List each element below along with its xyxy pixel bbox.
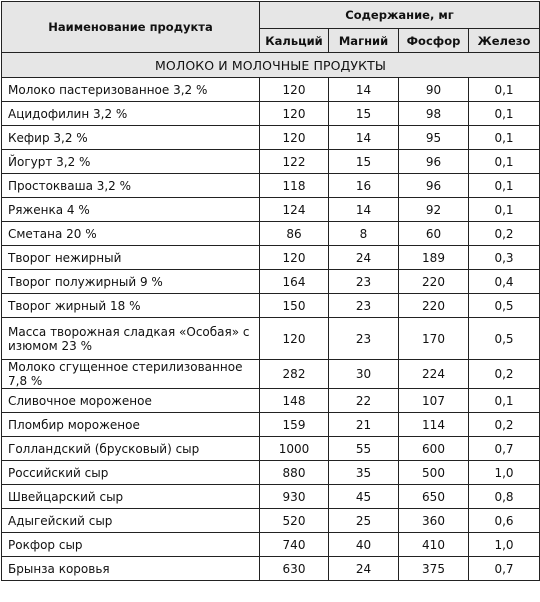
nutrition-table (1, 1, 540, 581)
magnesium-cell: 35 (329, 461, 399, 485)
phosphorus-header: Фосфор (399, 29, 469, 53)
table-row (2, 557, 540, 581)
magnesium-header: Магний (329, 29, 399, 53)
iron-header: Железо (469, 29, 540, 53)
iron-cell: 0,1 (469, 150, 540, 174)
phosphorus-cell: 600 (399, 437, 469, 461)
magnesium-cell: 55 (329, 437, 399, 461)
iron-cell: 0,1 (469, 174, 540, 198)
phosphorus-cell: 410 (399, 533, 469, 557)
product-name-cell: Рокфор сыр (2, 533, 260, 557)
table-row (2, 360, 540, 389)
calcium-cell: 122 (260, 150, 329, 174)
table-row (2, 150, 540, 174)
product-name-cell: Российский сыр (2, 461, 260, 485)
calcium-header: Кальций (260, 29, 329, 53)
table-row (2, 78, 540, 102)
product-name-cell: Творог полужирный 9 % (2, 270, 260, 294)
product-name-cell: Творог нежирный (2, 246, 260, 270)
product-name-cell: Сливочное мороженое (2, 389, 260, 413)
iron-cell: 0,1 (469, 198, 540, 222)
table-row (2, 222, 540, 246)
table-row (2, 270, 540, 294)
magnesium-cell: 21 (329, 413, 399, 437)
calcium-cell: 520 (260, 509, 329, 533)
iron-cell: 0,6 (469, 509, 540, 533)
calcium-cell: 164 (260, 270, 329, 294)
table-row (2, 509, 540, 533)
phosphorus-cell: 224 (399, 360, 469, 389)
iron-cell: 0,2 (469, 413, 540, 437)
phosphorus-cell: 96 (399, 150, 469, 174)
table-row (2, 533, 540, 557)
phosphorus-cell: 98 (399, 102, 469, 126)
product-name-cell: Ряженка 4 % (2, 198, 260, 222)
product-name-cell: Швейцарский сыр (2, 485, 260, 509)
calcium-cell: 124 (260, 198, 329, 222)
phosphorus-cell: 107 (399, 389, 469, 413)
calcium-cell: 120 (260, 246, 329, 270)
magnesium-cell: 22 (329, 389, 399, 413)
table-row (2, 174, 540, 198)
magnesium-cell: 23 (329, 318, 399, 360)
magnesium-cell: 14 (329, 78, 399, 102)
iron-cell: 0,1 (469, 102, 540, 126)
content-header: Содержание, мг (260, 2, 540, 29)
product-name-cell: Масса творожная сладкая «Особая» с изюмом 23 % (2, 318, 260, 360)
calcium-cell: 930 (260, 485, 329, 509)
calcium-cell: 880 (260, 461, 329, 485)
iron-cell: 0,5 (469, 318, 540, 360)
section-header: МОЛОКО И МОЛОЧНЫЕ ПРОДУКТЫ (2, 53, 540, 78)
phosphorus-cell: 650 (399, 485, 469, 509)
table-row (2, 461, 540, 485)
table-row (2, 389, 540, 413)
product-name-cell: Ацидофилин 3,2 % (2, 102, 260, 126)
table-row (2, 485, 540, 509)
table-row (2, 318, 540, 360)
phosphorus-cell: 170 (399, 318, 469, 360)
product-name-cell: Творог жирный 18 % (2, 294, 260, 318)
product-name-cell: Брынза коровья (2, 557, 260, 581)
product-name-cell: Молоко сгущенное стерилизованное 7,8 % (2, 360, 260, 389)
table-row (2, 413, 540, 437)
table-row (2, 198, 540, 222)
iron-cell: 0,2 (469, 360, 540, 389)
calcium-cell: 282 (260, 360, 329, 389)
table-row (2, 246, 540, 270)
iron-cell: 0,5 (469, 294, 540, 318)
phosphorus-cell: 96 (399, 174, 469, 198)
phosphorus-cell: 90 (399, 78, 469, 102)
calcium-cell: 118 (260, 174, 329, 198)
product-name-cell: Сметана 20 % (2, 222, 260, 246)
calcium-cell: 120 (260, 102, 329, 126)
magnesium-cell: 30 (329, 360, 399, 389)
magnesium-cell: 24 (329, 246, 399, 270)
table-row (2, 294, 540, 318)
product-name-cell: Пломбир мороженое (2, 413, 260, 437)
product-name-cell: Йогурт 3,2 % (2, 150, 260, 174)
phosphorus-cell: 60 (399, 222, 469, 246)
calcium-cell: 120 (260, 126, 329, 150)
iron-cell: 0,3 (469, 246, 540, 270)
product-name-header: Наименование продукта (2, 2, 260, 53)
calcium-cell: 120 (260, 318, 329, 360)
phosphorus-cell: 375 (399, 557, 469, 581)
iron-cell: 0,1 (469, 78, 540, 102)
magnesium-cell: 8 (329, 222, 399, 246)
magnesium-cell: 14 (329, 126, 399, 150)
iron-cell: 0,7 (469, 557, 540, 581)
phosphorus-cell: 220 (399, 294, 469, 318)
magnesium-cell: 15 (329, 150, 399, 174)
calcium-cell: 740 (260, 533, 329, 557)
phosphorus-cell: 189 (399, 246, 469, 270)
magnesium-cell: 14 (329, 198, 399, 222)
phosphorus-cell: 220 (399, 270, 469, 294)
product-name-cell: Простокваша 3,2 % (2, 174, 260, 198)
iron-cell: 0,7 (469, 437, 540, 461)
magnesium-cell: 15 (329, 102, 399, 126)
magnesium-cell: 45 (329, 485, 399, 509)
magnesium-cell: 23 (329, 294, 399, 318)
phosphorus-cell: 500 (399, 461, 469, 485)
phosphorus-cell: 360 (399, 509, 469, 533)
iron-cell: 0,1 (469, 389, 540, 413)
calcium-cell: 150 (260, 294, 329, 318)
iron-cell: 1,0 (469, 461, 540, 485)
calcium-cell: 148 (260, 389, 329, 413)
iron-cell: 0,2 (469, 222, 540, 246)
magnesium-cell: 25 (329, 509, 399, 533)
phosphorus-cell: 92 (399, 198, 469, 222)
calcium-cell: 630 (260, 557, 329, 581)
table-row (2, 437, 540, 461)
product-name-cell: Молоко пастеризованное 3,2 % (2, 78, 260, 102)
magnesium-cell: 23 (329, 270, 399, 294)
magnesium-cell: 16 (329, 174, 399, 198)
magnesium-cell: 40 (329, 533, 399, 557)
table-row (2, 126, 540, 150)
calcium-cell: 159 (260, 413, 329, 437)
iron-cell: 0,4 (469, 270, 540, 294)
calcium-cell: 1000 (260, 437, 329, 461)
magnesium-cell: 24 (329, 557, 399, 581)
iron-cell: 1,0 (469, 533, 540, 557)
phosphorus-cell: 114 (399, 413, 469, 437)
table-row (2, 102, 540, 126)
iron-cell: 0,1 (469, 126, 540, 150)
calcium-cell: 120 (260, 78, 329, 102)
product-name-cell: Адыгейский сыр (2, 509, 260, 533)
product-name-cell: Кефир 3,2 % (2, 126, 260, 150)
product-name-cell: Голландский (брусковый) сыр (2, 437, 260, 461)
phosphorus-cell: 95 (399, 126, 469, 150)
calcium-cell: 86 (260, 222, 329, 246)
iron-cell: 0,8 (469, 485, 540, 509)
